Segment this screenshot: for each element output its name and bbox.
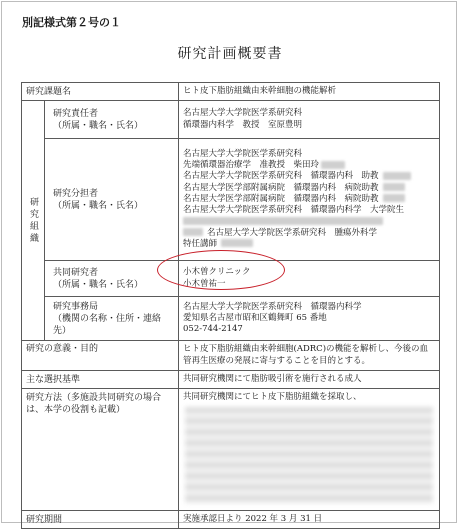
row-method [22, 389, 440, 511]
collaborator-label-line1: 共同研究者 [53, 267, 99, 278]
significance-value [179, 341, 440, 371]
row-office [22, 297, 440, 341]
organization-label: 研究組織 [22, 101, 45, 341]
form-number: 別記様式第２号の１ [22, 16, 121, 29]
row-co-investigators [22, 139, 440, 261]
co-investigators-label-line2: （所属・職名・氏名） [53, 200, 144, 211]
redacted-line [183, 216, 435, 227]
significance-line: 管再生医療の発展に寄与することを目的とする。 [183, 355, 371, 366]
method-value [179, 389, 440, 511]
collaborator-label-line2: （所属・職名・氏名） [53, 279, 144, 290]
office-line: 愛知県名古屋市昭和区鶴舞町 65 番地 [183, 312, 327, 323]
selection-value: 共同研究機関にて脂肪吸引術を施行される成人 [179, 371, 440, 389]
period-value: 実施承認日より 2022 年 3 月 31 日 [179, 511, 440, 529]
office-line: 052-744-2147 [183, 324, 243, 335]
significance-label: 研究の意義・目的 [22, 341, 179, 371]
redacted-text [183, 228, 203, 236]
co-investigator-line: 名古屋大学大学院医学系研究科 循環器内科 助教 [183, 171, 435, 182]
row-pi [22, 101, 440, 139]
study-title-value: ヒト皮下脂肪組織由来幹細胞の機能解析 [179, 83, 440, 101]
co-investigator-line: 名古屋大学医学部附属病院 循環器内科 病院助教 [183, 183, 435, 194]
red-highlight-circle [157, 250, 285, 290]
redacted-name [383, 183, 405, 191]
selection-label: 主な選択基準 [22, 371, 179, 389]
redacted-name [321, 161, 345, 169]
co-investigator-line: 名古屋大学医学部附属病院 循環器内科 病院助教 [183, 194, 435, 205]
office-line: 名古屋大学大学院医学系研究科 循環器内科学 [183, 301, 362, 312]
co-investigator-line: 名古屋大学大学院医学系研究科 循環器内科学 大学院生 [183, 205, 405, 216]
pi-label [45, 101, 179, 139]
collaborator-line: 小木曽クリニック [183, 267, 251, 278]
pi-value [179, 101, 440, 139]
co-investigators-value [179, 139, 440, 261]
document-title: 研究計画概要書 [177, 46, 283, 62]
research-plan-table [21, 82, 440, 529]
method-line: 共同研究機関にてヒト皮下脂肪組織を採取し、 [183, 392, 362, 402]
redacted-text [183, 217, 383, 225]
pi-line: 循環器内科学 教授 室原豊明 [183, 119, 303, 130]
collaborator-line: 小木曽祐一 [183, 278, 226, 289]
co-investigator-line: 名古屋大学大学院医学系研究科 [183, 149, 303, 160]
redacted-name [221, 239, 253, 247]
office-label-line2: （機関の名称・住所・連絡先） [53, 313, 162, 336]
co-investigators-label-line1: 研究分担者 [53, 188, 99, 199]
co-investigator-line: 名古屋大学大学院医学系研究科 腫瘍外科学 [183, 228, 435, 239]
row-significance [22, 341, 440, 371]
redacted-name [383, 172, 411, 180]
pi-label-line2: （所属・職名・氏名） [53, 120, 144, 131]
redacted-method-block [185, 407, 433, 504]
office-value [179, 297, 440, 341]
office-label-line1: 研究事務局 [53, 301, 99, 312]
row-study-title [22, 83, 440, 101]
row-selection [22, 371, 440, 389]
significance-line: ヒト皮下脂肪組織由来幹細胞(ADRC)の機能を解析し、今後の血 [183, 344, 429, 355]
co-investigator-line: 先端循環器治療学 准教授 柴田玲 [183, 160, 435, 171]
office-label [45, 297, 179, 341]
study-title-label: 研究課題名 [22, 83, 179, 101]
co-investigator-line: 特任講師 [183, 239, 435, 250]
co-investigators-label [45, 139, 179, 261]
period-label: 研究期間 [22, 511, 179, 529]
pi-label-line1: 研究責任者 [53, 108, 99, 119]
pi-line: 名古屋大学大学院医学系研究科 [183, 108, 303, 119]
redacted-name [383, 194, 405, 202]
method-label: 研究方法（多施設共同研究の場合は、本学の役割も記載） [22, 389, 179, 511]
